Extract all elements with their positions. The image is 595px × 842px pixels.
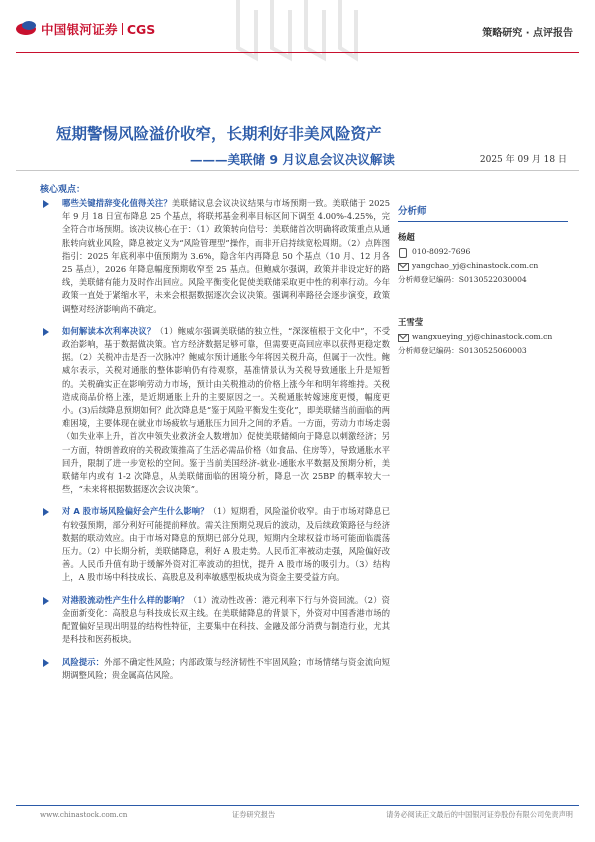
bullet-text: 外部不确定性风险；内部政策与经济韧性不牢固风险；市场情绪与资金流向短期调整风险；贵金属高估风险。 (62, 656, 390, 680)
analyst-sidebar (398, 197, 568, 386)
bullet-item (38, 594, 390, 647)
analyst-email[interactable]: yangchao_yj@chinastock.com.cn (412, 261, 539, 270)
report-subtitle: ———美联储 9 月议息会议决议解读 (190, 152, 395, 167)
analyst-email-row[interactable] (398, 330, 568, 344)
triangle-bullet-icon (43, 508, 49, 516)
bullet-text: 美联储议息会议决议结果与市场预期一致。美联储于 2025 年 9 月 18 日宣布降息 25 个基点，将联邦基金利率目标区间下调至 4.00%-4.25%，完全符合市场预期。该决议核心在于：（1）政策转向信号：美联储首次明确将政策重点从通胀转向就业风险，降息被定义为“风险管理型”操作，而非开启持续宽松周期。（2）点阵图指引：2025 年底利率中值预期为 3.6%，隐含年内再降息 50 个基点（10 月、12 月各 25 基点），2026 年降息幅度预期收窄至 25 基点。但鲍威尔强调，政策并非设定好的路线，美联储有能力及时作出回应。风险平衡变化促使美联储采取更中性的利率行动。今年政策一直处于紧缩水平，未来会根据数据逐次会议决策。强调利率路径会逐步演变，政策调整对经济影响尚不确定。 (62, 198, 390, 314)
page-header (0, 0, 595, 60)
bullet-heading: 如何解读本次利率决议？ (62, 325, 156, 336)
analyst-phone: 010-8092-7696 (412, 247, 471, 256)
analyst-card (398, 230, 568, 287)
logo-separator (122, 23, 123, 35)
logo-mark-icon (16, 21, 36, 37)
analyst-name: 王雪莹 (398, 317, 424, 327)
bullet-heading: 风险提示： (62, 656, 105, 667)
core-views-label: 核心观点： (40, 185, 86, 195)
logo-english-name: CGS (126, 21, 156, 37)
footer-website-link[interactable]: www.chinastock.com.cn (40, 810, 128, 819)
report-type-label: 策略研究 · 点评报告 (482, 28, 573, 39)
triangle-bullet-icon (43, 597, 49, 605)
analyst-email-row[interactable] (398, 259, 568, 273)
title-divider (16, 170, 579, 171)
analysts-heading: 分析师 (398, 206, 427, 217)
footer-divider (16, 805, 579, 806)
analyst-name: 杨超 (398, 232, 415, 242)
triangle-bullet-icon (43, 659, 49, 667)
bullet-text: （1）流动性改善：港元利率下行与外资回流。（2）资金面新变化：高股息与科技成长双主线。在美联储降息的背景下，外资对中国香港市场的配置偏好呈现出明显的结构性特征，主要集中在科技、金融及部分消费与制造行业，尤其是科技和医药板块。 (62, 594, 390, 645)
bullet-heading: 对港股流动性产生什么样的影响？ (62, 594, 189, 605)
analyst-email[interactable]: wangxueying_yj@chinastock.com.cn (412, 332, 553, 341)
logo-chinese-name: 中国银河证券 (41, 22, 118, 37)
mail-icon (398, 261, 409, 271)
analyst-registration: 分析师登记编码：S0130522030004 (398, 275, 527, 284)
analyst-registration: 分析师登记编码：S0130525060003 (398, 346, 527, 355)
report-date: 2025 年 09 月 18 日 (479, 155, 567, 165)
phone-icon (398, 247, 409, 257)
bullet-item (38, 197, 390, 316)
header-divider (16, 52, 579, 53)
core-views-list (38, 197, 390, 691)
bullet-item (38, 325, 390, 497)
mail-icon (398, 332, 409, 342)
analyst-phone-row (398, 245, 568, 259)
report-title: 短期警惕风险溢价收窄，长期利好非美风险资产 (56, 125, 382, 143)
triangle-bullet-icon (43, 328, 49, 336)
analyst-card (398, 315, 568, 358)
bullet-heading: 哪些关键措辞变化值得关注？ (62, 198, 172, 208)
bullet-heading: 对 A 股市场风险偏好会产生什么影响？ (62, 506, 209, 517)
footer-disclaimer: 请务必阅读正文最后的中国银河证券股份有限公司免责声明 (386, 810, 573, 819)
company-logo (16, 20, 155, 38)
bullet-item (38, 505, 390, 584)
analysts-divider (398, 221, 568, 222)
triangle-bullet-icon (43, 200, 49, 208)
footer-report-label: 证券研究报告 (232, 810, 276, 819)
bullet-item (38, 656, 390, 682)
bullet-text: （1）短期看，风险溢价收窄。由于市场对降息已有较强预期，部分利好可能提前释放。需关注预期兑现后的波动，及后续政策路径与经济数据的联动效应。由于市场对降息的预期已部分兑现，短期内全球权益市场可能面临震荡压力。（2）中长期分析，美联储降息，利好 A 股走势。人民币汇率被动走强，风险偏好改善。人民币升值有助于缓解外资对汇率波动的担忧，提升 A 股市场的吸引力。（3）结构上，A 股市场中科技成长、高股息及利率敏感型板块成为资金主要受益方向。 (62, 506, 391, 583)
bullet-text: （1）鲍威尔强调美联储的独立性，“深深植根于文化中”，不受政治影响，基于数据做决策。官方经济数据足够可靠，但需要更高回应率以获得更稳定数据。（2）关税冲击是否一次脉冲？鲍威尔预计通胀今年将因关税升高，但属于一次性。鲍威尔表示，关税对通胀的整体影响仍有待观察，基准情景认为关税导致通胀上升是短暂的。关税确实正在影响劳动力市场，预计由关税推动的价格上涨今年和明年将维持。关税造成商品价格上涨，是近期通胀上升的主要原因之一。关税通胀转嫁速度更慢，幅度更小。(3)后续降息预期如何？此次降息是“鉴于风险平衡发生变化”，即美联储当前面临的两难困境，主要体现在就业市场疲软与通胀压力回升之间的矛盾。一方面，劳动力市场走弱（如失业率上升，首次申领失业救济金人数增加）促使美联储倾向于降息以刺激经济；另一方面，特朗普政府的关税政策推高了生活必需品价格（如食品、住房等），导致通胀水平回升，限制了进一步宽松的空间。鉴于当前美国经济-就业-通胀水平数据及预期分析，美联储年内或有 1-2 次降息，从美联储面临的困境分析，降息一次 25BP 的概率较大一些，“未来将根据数据逐次会议决策”。 (62, 325, 390, 495)
